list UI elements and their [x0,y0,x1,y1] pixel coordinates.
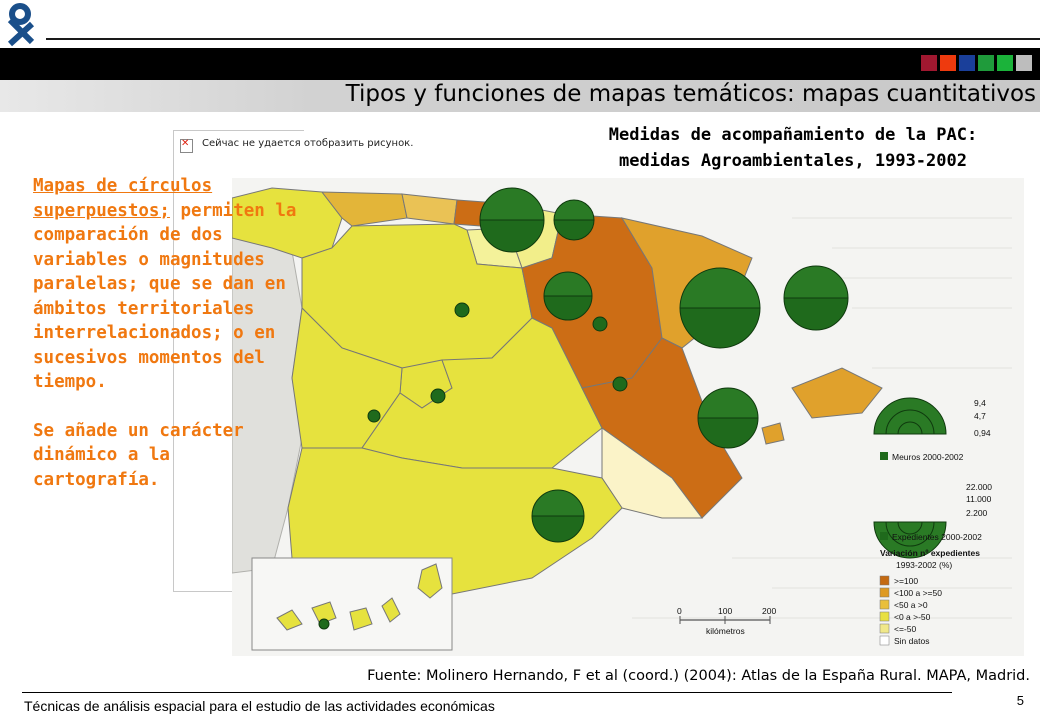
header-top-line [46,38,1040,40]
accent-square-2 [940,55,956,71]
map-title-line-1: Medidas de acompañamiento de la PAC: [608,125,978,145]
legend-exp-label: Expedientes 2000-2002 [892,532,982,542]
side-text-note: Se añade un carácter dinámico a la cartografía. [33,420,244,490]
circle-small-4 [613,377,627,391]
circle-small-1 [455,303,469,317]
source-citation: Fuente: Molinero Hernando, F et al (coord.) (2004): Atlas de la España Rural. MAPA, Madrid. [367,668,1030,684]
legend-meuros-value-3: 0,94 [974,428,991,438]
scale-label-0: 0 [677,606,682,616]
accent-square-6 [1016,55,1032,71]
scale-label-200: 200 [762,606,777,616]
footer-line [22,692,952,693]
scale-label-100: 100 [718,606,733,616]
side-text-paragraph-1 [33,174,303,395]
scale-unit: kilómetros [706,626,745,636]
page-title: Tipos y funciones de mapas temáticos: mapas cuantitativos [345,81,1036,107]
legend-class-4: <0 a >-50 [894,612,931,622]
legend-variacion-title-2: 1993-2002 (%) [896,560,953,570]
map-title-line-2: medidas Agroambientales, 1993-2002 [619,151,967,171]
circle-small-2 [593,317,607,331]
legend-exp-value-1: 22.000 [966,482,992,492]
broken-image-icon [180,139,193,153]
circle-small-6 [319,619,329,629]
header-band [0,48,1040,80]
legend-exp-value-3: 2.200 [966,508,988,518]
side-text-heading: Mapas de círculos superpuestos; [33,176,213,221]
circle-small-3 [431,389,445,403]
page-number: 5 [1016,693,1024,708]
legend-class-3: <50 a >0 [894,600,928,610]
accent-square-4 [978,55,994,71]
accent-square-3 [959,55,975,71]
legend-class-6: Sin datos [894,636,930,646]
logo-icon [2,2,42,48]
course-title: Técnicas de análisis espacial para el estudio de las actividades económicas [24,698,495,714]
side-text-body: permiten la comparación de dos variables o magnitudes paralelas; que se dan en ámbitos territoriales interrelacionados; o en sucesivos momentos del tiempo. [33,200,297,392]
legend-meuros-value-2: 4,7 [974,411,986,421]
legend-meuros-value-1: 9,4 [974,398,986,408]
legend-class-1: >=100 [894,576,919,586]
legend-meuros-label: Meuros 2000-2002 [892,452,964,462]
legend-class-5: <=-50 [894,624,917,634]
accent-square-5 [997,55,1013,71]
circle-small-5 [368,410,380,422]
accent-square-1 [921,55,937,71]
legend-class-2: <100 a >=50 [894,588,942,598]
legend-exp-value-2: 11.000 [966,494,992,504]
legend-variacion-title-1: Variación nº expedientes [880,548,980,558]
spain-thematic-map [232,178,1024,656]
side-text [33,174,303,492]
broken-image-text: Сейчас не удается отобразить рисунок. [202,138,414,149]
map-title [548,122,1038,174]
accent-squares [921,55,1032,71]
